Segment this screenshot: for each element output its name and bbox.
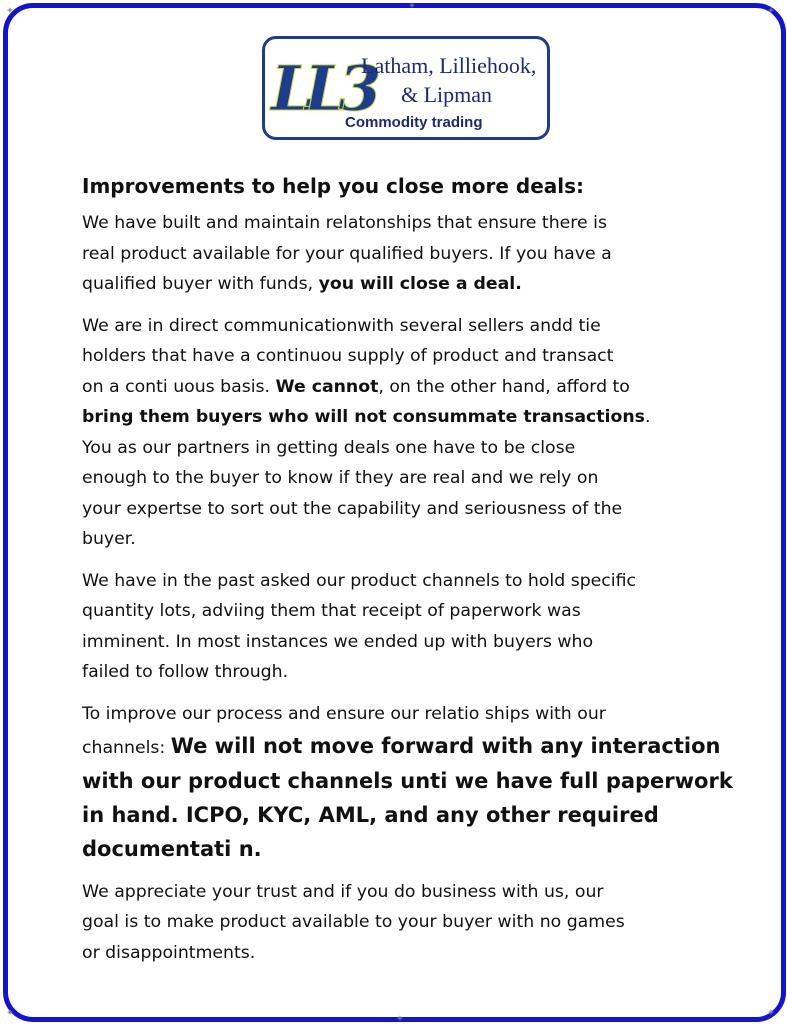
- text-run: , on the other hand, afford to: [378, 376, 630, 397]
- company-logo: [262, 36, 550, 140]
- paragraph-2: [82, 311, 702, 555]
- text-line: imminent. In most instances we ended up with buyers who: [82, 631, 594, 652]
- text-line: [82, 269, 702, 300]
- text-line: goal is to make product available to your buyer with no games: [82, 912, 625, 932]
- corner-ornament-icon: ◈: [768, 1008, 774, 1016]
- corner-ornament-icon: ◈: [7, 6, 13, 14]
- emphasis-line: with our product channels unti we have full paperwork: [82, 768, 733, 793]
- text-line: We have in the past asked our product channels to hold specific: [82, 570, 636, 591]
- paragraph-5: [82, 877, 702, 969]
- corner-ornament-icon: ◈: [409, 1, 415, 9]
- logo-name-line1: Latham, Lilliehook,: [361, 53, 537, 78]
- logo-name-line2: & Lipman: [401, 82, 493, 107]
- text-line: [82, 402, 702, 433]
- text-line: We appreciate your trust and if you do business with us, our: [82, 881, 604, 902]
- emphasis-text: We will not move forward with any interaction: [170, 734, 721, 758]
- page-heading: Improvements to help you close more deals:: [82, 174, 585, 198]
- corner-ornament-icon: ◈: [768, 6, 774, 14]
- text-line: your expertse to sort out the capability and seriousness of the: [82, 498, 623, 519]
- corner-ornament-icon: ◈: [7, 1008, 13, 1016]
- text-line: You as our partners in getting deals one have to be close: [82, 437, 576, 458]
- text-line: To improve our process and ensure our relatio ships with our: [82, 703, 606, 724]
- text-line: real product available for your qualified buyers. If you have a: [82, 243, 612, 264]
- text-line: holders that have a continuou supply of product and transact: [82, 346, 614, 366]
- emphasis-text: We cannot: [275, 376, 379, 397]
- text-line: We have built and maintain relatonships that ensure there is: [82, 213, 607, 233]
- corner-ornament-icon: ◈: [397, 1014, 403, 1022]
- emphasis-text: bring them buyers who will not consummate transactions: [82, 407, 645, 427]
- logo-tagline: Commodity trading: [345, 114, 483, 131]
- emphasis-line: documentati n.: [82, 836, 262, 861]
- paragraph-3: [82, 566, 702, 688]
- text-run: qualified buyer with funds,: [82, 274, 319, 294]
- text-run: on a conti uous basis.: [82, 376, 276, 397]
- text-run: channels:: [82, 738, 171, 758]
- paragraph-1: [82, 208, 702, 300]
- letter-body: [82, 170, 733, 979]
- emphasis-line: in hand. ICPO, KYC, AML, and any other required: [82, 802, 659, 827]
- paragraph-4: [82, 699, 733, 866]
- text-line: buyer.: [82, 529, 136, 549]
- logo-mark: LL3: [271, 52, 372, 125]
- text-line: quantity lots, adviing them that receipt of paperwork was: [82, 601, 581, 621]
- text-line: failed to follow through.: [82, 662, 289, 682]
- text-run: .: [644, 407, 651, 427]
- text-line: enough to the buyer to know if they are real and we rely on: [82, 468, 599, 488]
- text-line: We are in direct communicationwith several sellers andd tie: [82, 315, 601, 336]
- text-line: [82, 372, 702, 403]
- text-line: or disappointments.: [82, 942, 256, 963]
- text-line: [82, 729, 721, 764]
- emphasis-text: you will close a deal.: [318, 274, 522, 294]
